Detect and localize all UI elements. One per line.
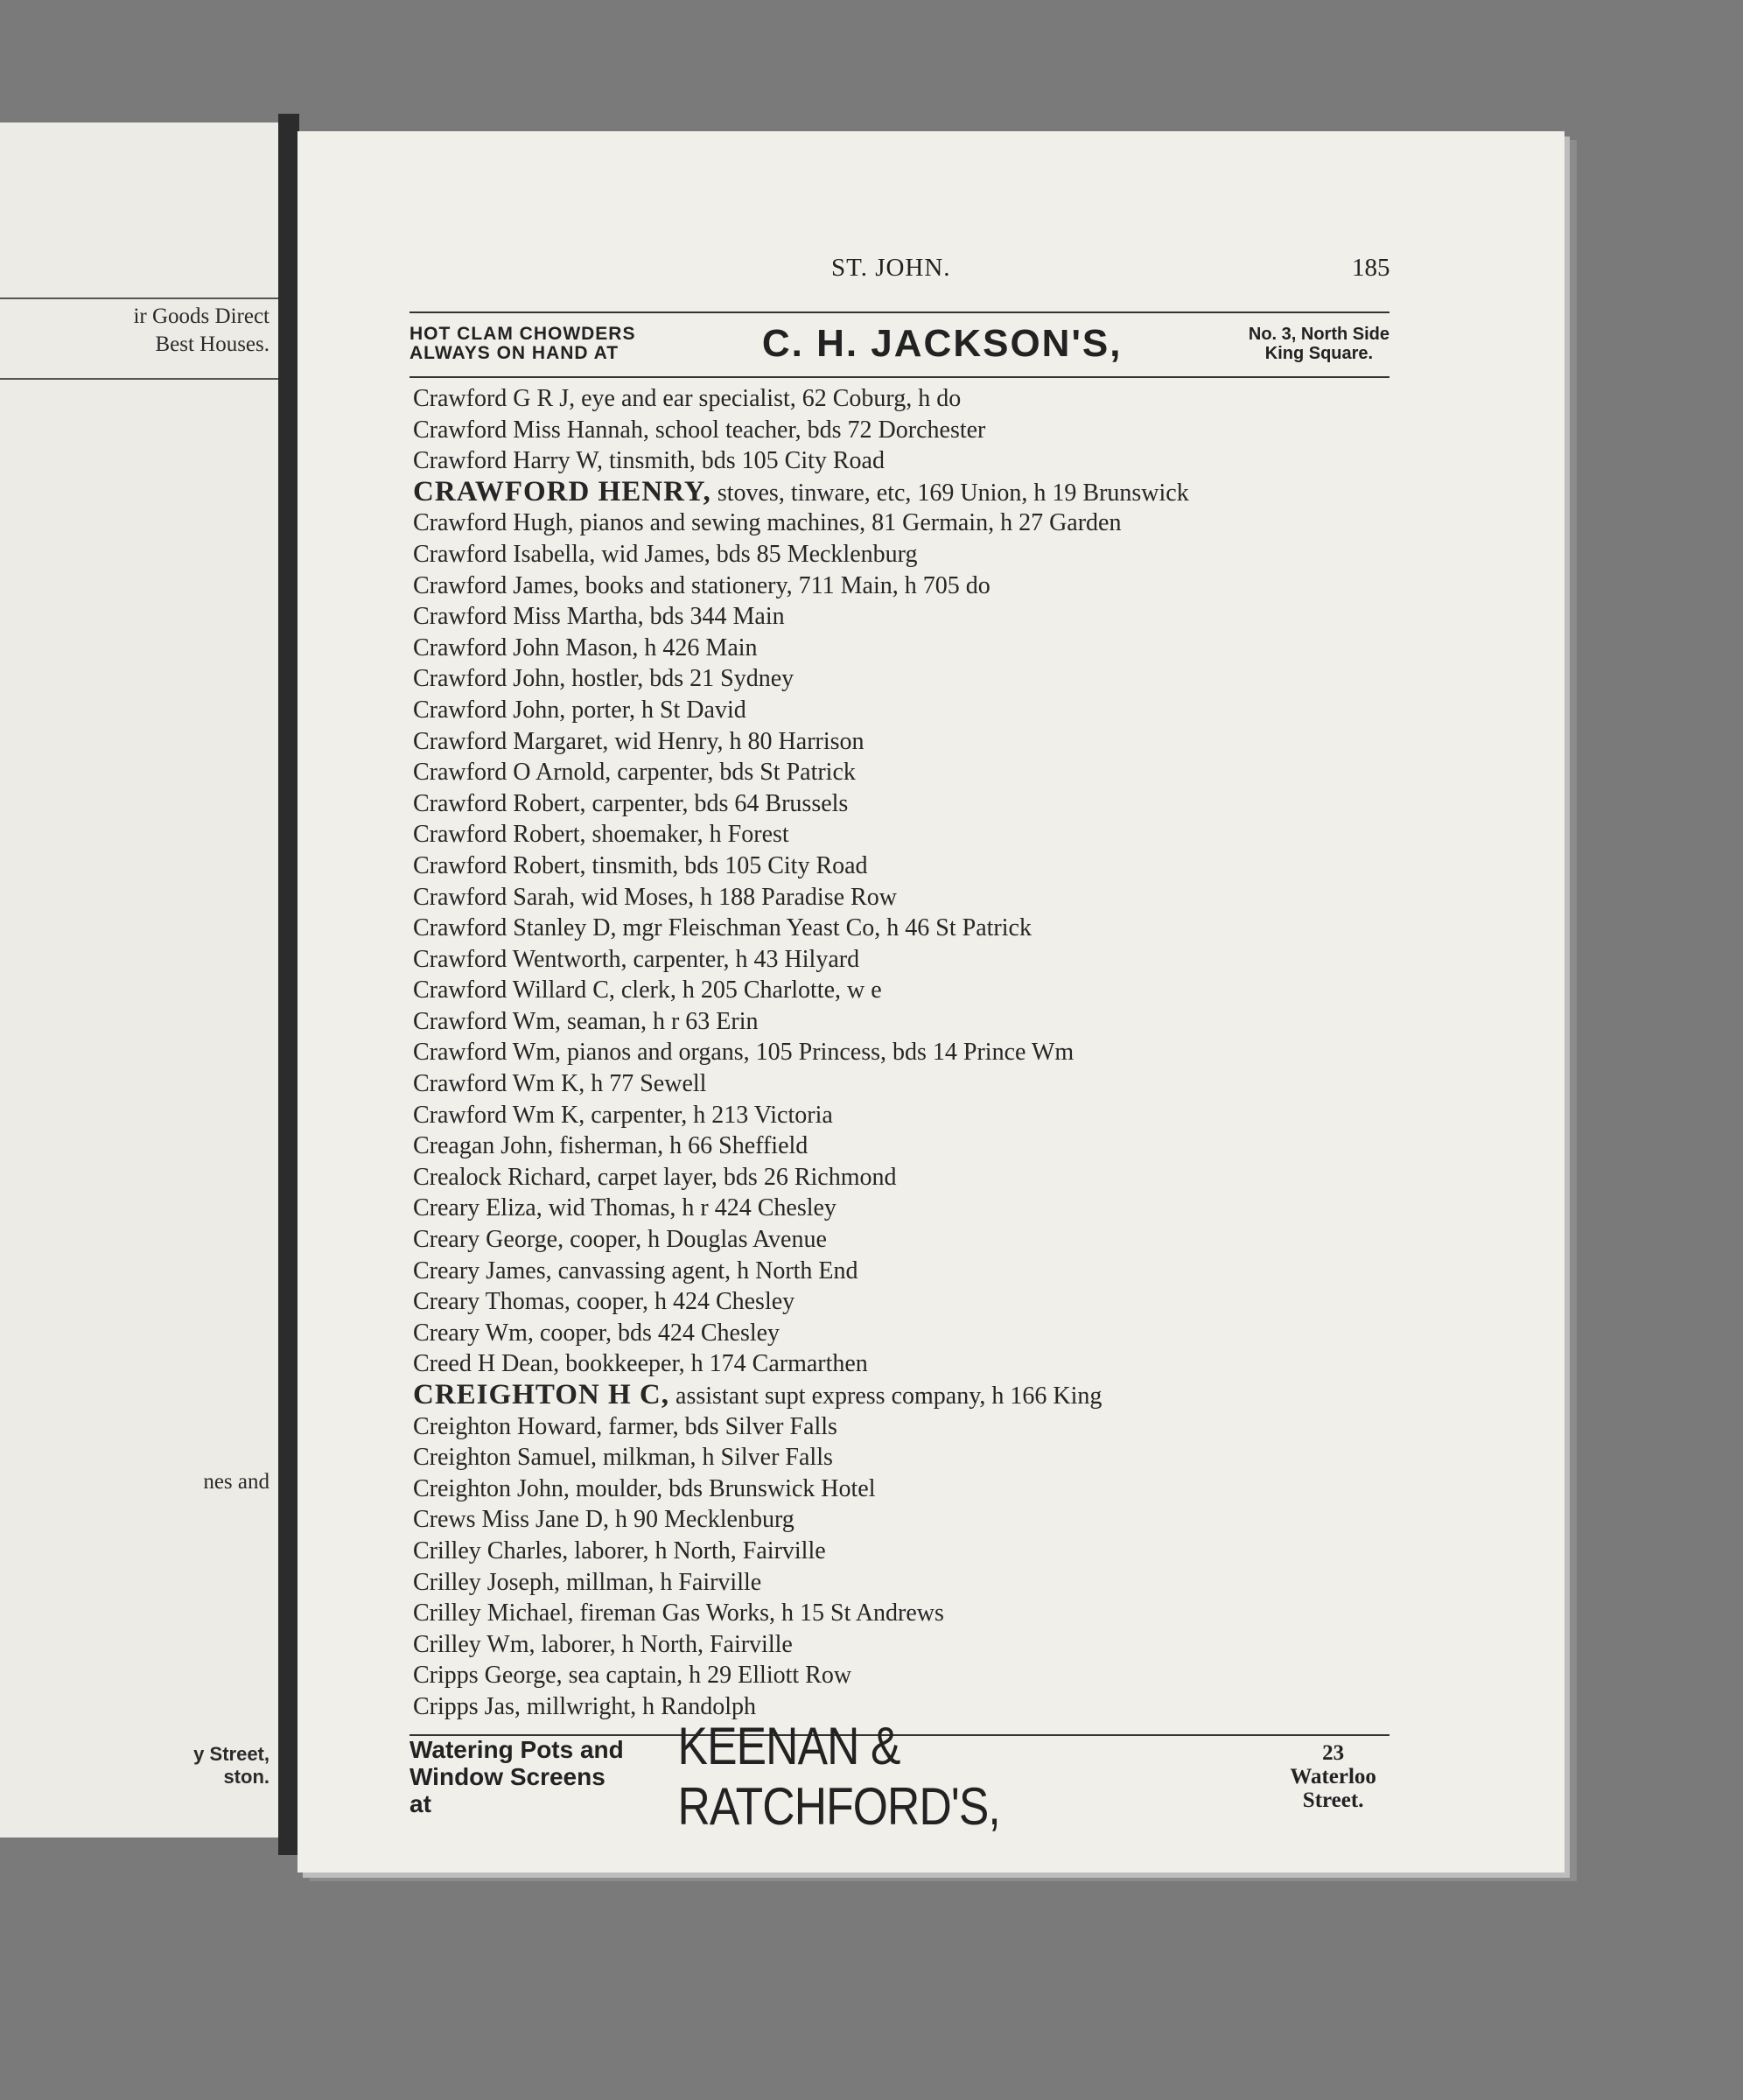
- directory-entry: [413, 819, 1393, 850]
- entry-details: , seaman, h r 63 Erin: [555, 1007, 759, 1035]
- entry-name: Cripps George: [413, 1662, 556, 1690]
- entry-name: Crawford Isabella: [413, 540, 590, 568]
- directory-entry: [413, 1380, 1393, 1411]
- ad-business-name: C. H. JACKSON'S,: [761, 322, 1123, 365]
- directory-entry: [413, 1193, 1393, 1224]
- bottom-ad-address: [1277, 1741, 1390, 1812]
- entry-name: Crawford Sarah: [413, 883, 570, 911]
- entry-name: Creary Wm: [413, 1319, 528, 1347]
- entry-name: Creighton John: [413, 1474, 564, 1502]
- bottom-advertisement: [410, 1717, 1390, 1836]
- entry-details: , carpenter, h 213 Victoria: [578, 1101, 833, 1129]
- directory-entry: [413, 1068, 1393, 1100]
- directory-entry: [413, 1256, 1393, 1287]
- directory-entry: [413, 508, 1393, 539]
- entry-details: , tinsmith, bds 105 City Road: [596, 447, 885, 475]
- directory-entry: [413, 445, 1393, 477]
- directory-entry: [413, 1130, 1393, 1162]
- entry-details: , mgr Fleischman Yeast Co, h 46 St Patrick: [610, 914, 1032, 942]
- left-fragment-5: ston.: [223, 1766, 270, 1788]
- entry-name: Crawford James: [413, 571, 573, 599]
- directory-entry: [413, 1006, 1393, 1038]
- entry-details: , wid Henry, h 80 Harrison: [602, 727, 864, 755]
- directory-entry: [413, 663, 1393, 695]
- directory-entry: [413, 726, 1393, 758]
- directory-entry: [413, 913, 1393, 944]
- entry-details: , farmer, bds Silver Falls: [596, 1412, 837, 1440]
- entry-details: , millman, h Fairville: [554, 1568, 762, 1596]
- entry-details: , carpenter, bds St Patrick: [605, 759, 856, 787]
- entry-details: , school teacher, bds 72 Dorchester: [642, 416, 986, 444]
- directory-entry: [413, 1318, 1393, 1349]
- entry-name: Crawford G R J: [413, 385, 570, 412]
- directory-entry: [413, 1598, 1393, 1629]
- left-fragment-4: y Street,: [193, 1743, 270, 1765]
- entry-name: Crilley Joseph: [413, 1568, 554, 1596]
- bottom-ad-business-name: KEENAN & RATCHFORD'S,: [677, 1717, 1001, 1836]
- entry-name: Crawford John: [413, 665, 560, 693]
- running-header: [298, 254, 1564, 298]
- directory-entry: [413, 1474, 1393, 1505]
- left-page-rule: [0, 378, 278, 380]
- entry-name: Creary Eliza: [413, 1194, 536, 1222]
- entry-name: Crews Miss Jane D: [413, 1506, 603, 1534]
- entry-details: , wid James, bds 85 Mecklenburg: [589, 540, 918, 568]
- directory-entry: [413, 1348, 1393, 1380]
- entry-name: Crawford John: [413, 696, 560, 724]
- entry-details: , canvassing agent, h North End: [545, 1256, 858, 1284]
- entry-name: Creagan John: [413, 1132, 548, 1160]
- directory-entry: [413, 601, 1393, 633]
- entry-name: Creary George: [413, 1226, 558, 1254]
- directory-entry: [413, 975, 1393, 1006]
- entry-name: Crawford Wentworth: [413, 945, 621, 973]
- directory-entry: [413, 1629, 1393, 1661]
- entry-name: Crawford Margaret: [413, 727, 603, 755]
- page-title: ST. JOHN.: [831, 254, 951, 282]
- entry-details: , porter, h St David: [559, 696, 746, 724]
- entry-name: Crawford Miss Hannah: [413, 416, 643, 444]
- directory-entry: [413, 1224, 1393, 1256]
- entry-name: Crawford Wm: [413, 1039, 555, 1067]
- directory-entry: [413, 1442, 1393, 1474]
- directory-entry: [413, 944, 1393, 976]
- entry-details: , shoemaker, h Forest: [579, 821, 789, 849]
- entry-name: Creary Thomas: [413, 1288, 564, 1316]
- directory-entry: [413, 850, 1393, 882]
- entry-details: , h 77 Sewell: [578, 1070, 707, 1098]
- bottom-ad-address-line1: 23 Waterloo: [1290, 1740, 1376, 1788]
- entry-name: Crawford Wm K: [413, 1101, 579, 1129]
- directory-entry: [413, 539, 1393, 570]
- entry-details: , cooper, bds 424 Chesley: [527, 1319, 780, 1347]
- entry-name: Crawford Miss Martha: [413, 603, 638, 631]
- entry-name: Crawford Robert: [413, 851, 580, 879]
- entry-name: CREIGHTON H C,: [413, 1379, 670, 1410]
- directory-entry: [413, 757, 1393, 788]
- ad-tagline: [410, 325, 635, 363]
- entry-details: , bds 344 Main: [637, 603, 785, 631]
- directory-entry: [413, 1286, 1393, 1318]
- book-gutter: [278, 114, 299, 1855]
- entry-details: , eye and ear specialist, 62 Coburg, h do: [569, 385, 962, 412]
- left-fragment-1: ir Goods Direct: [133, 304, 270, 328]
- left-fragment-3: nes and: [203, 1470, 270, 1494]
- entry-name: Crilley Michael: [413, 1600, 568, 1628]
- entry-details: , cooper, h Douglas Avenue: [557, 1226, 827, 1254]
- entry-name: Cripps Jas: [413, 1692, 514, 1720]
- entry-name: Creighton Samuel: [413, 1444, 591, 1472]
- directory-entry: [413, 1037, 1393, 1068]
- entry-name: Crawford Wm K: [413, 1070, 579, 1098]
- directory-entry: [413, 633, 1393, 664]
- directory-entry: [413, 477, 1393, 508]
- entry-details: , bookkeeper, h 174 Carmarthen: [553, 1350, 868, 1378]
- entry-details: , sea captain, h 29 Elliott Row: [556, 1662, 852, 1690]
- entry-name: CRAWFORD HENRY,: [413, 475, 711, 508]
- ad-rule: [410, 376, 1390, 378]
- directory-entry: [413, 570, 1393, 602]
- entry-name: Crilley Wm: [413, 1630, 529, 1658]
- entry-name: Crawford Stanley D: [413, 914, 611, 942]
- ad-address: [1249, 325, 1390, 363]
- entry-details: , books and stationery, 711 Main, h 705 do: [572, 571, 990, 599]
- entry-details: , pianos and organs, 105 Princess, bds 14 Prince Wm: [555, 1039, 1074, 1067]
- entry-details: , carpenter, h 43 Hilyard: [620, 945, 860, 973]
- top-advertisement: [410, 317, 1390, 371]
- bottom-ad-line1: Watering Pots and: [410, 1735, 624, 1763]
- entry-details: , wid Thomas, h r 424 Chesley: [536, 1194, 836, 1222]
- entry-details: , carpet layer, bds 26 Richmond: [584, 1163, 897, 1191]
- page-number: 185: [1352, 254, 1390, 282]
- entry-details: , carpenter, bds 64 Brussels: [579, 789, 849, 817]
- ad-address-line2: King Square.: [1264, 344, 1374, 363]
- entry-details: , h 90 Mecklenburg: [603, 1506, 794, 1534]
- left-page-top-rule: [0, 298, 278, 299]
- entry-name: Crawford Willard C: [413, 976, 609, 1004]
- directory-entry: [413, 1504, 1393, 1536]
- directory-entry: [413, 1100, 1393, 1131]
- entry-details: , wid Moses, h 188 Paradise Row: [569, 883, 897, 911]
- left-page-fragment: [0, 122, 284, 1838]
- entry-details: , fireman Gas Works, h 15 St Andrews: [567, 1600, 944, 1628]
- left-fragment-2: Best Houses.: [155, 332, 270, 356]
- directory-entry: [413, 1411, 1393, 1443]
- entry-details: , hostler, bds 21 Sydney: [559, 665, 794, 693]
- directory-entry: [413, 882, 1393, 914]
- entry-details: , fisherman, h 66 Sheffield: [547, 1132, 808, 1160]
- directory-entry: [413, 1536, 1393, 1567]
- entry-details: , clerk, h 205 Charlotte, w e: [608, 976, 882, 1004]
- bottom-ad-tagline: [410, 1736, 633, 1817]
- bottom-ad-address-line2: Street.: [1302, 1788, 1364, 1812]
- directory-entry: [413, 788, 1393, 820]
- directory-entry: [413, 1567, 1393, 1599]
- entry-name: Crawford Robert: [413, 789, 580, 817]
- entry-name: Creighton Howard: [413, 1412, 597, 1440]
- entry-details: , laborer, h North, Fairville: [562, 1536, 826, 1564]
- entry-details: , h 426 Main: [632, 634, 758, 662]
- entry-details: assistant supt express company, h 166 King: [669, 1382, 1102, 1410]
- entry-name: Crawford John Mason: [413, 634, 633, 662]
- entry-details: , cooper, h 424 Chesley: [564, 1288, 795, 1316]
- entry-details: stoves, tinware, etc, 169 Union, h 19 Brunswick: [710, 479, 1189, 507]
- entry-details: , milkman, h Silver Falls: [590, 1444, 833, 1472]
- entry-name: Crawford Harry W: [413, 447, 597, 475]
- ad-tagline-line2: ALWAYS ON HAND AT: [410, 343, 620, 363]
- entry-details: , millwright, h Randolph: [514, 1692, 757, 1720]
- entry-name: Creed H Dean: [413, 1350, 554, 1378]
- entry-name: Crawford Robert: [413, 821, 580, 849]
- entry-name: Crawford Wm: [413, 1007, 555, 1035]
- entry-name: Crealock Richard: [413, 1163, 585, 1191]
- header-rule: [410, 312, 1390, 313]
- entry-name: Crilley Charles: [413, 1536, 563, 1564]
- directory-entries: [413, 383, 1393, 1723]
- entry-name: Creary James: [413, 1256, 546, 1284]
- ad-tagline-line1: HOT CLAM CHOWDERS: [410, 324, 636, 344]
- directory-entry: [413, 1162, 1393, 1194]
- entry-name: Crawford Hugh: [413, 509, 568, 537]
- entry-details: , laborer, h North, Fairville: [528, 1630, 793, 1658]
- entry-details: , moulder, bds Brunswick Hotel: [563, 1474, 876, 1502]
- ad-address-line1: No. 3, North Side: [1248, 325, 1390, 344]
- directory-entry: [413, 415, 1393, 446]
- directory-entry: [413, 1660, 1393, 1691]
- entry-name: Crawford O Arnold: [413, 759, 606, 787]
- entry-details: , pianos and sewing machines, 81 Germain, h 27 Garden: [567, 509, 1122, 537]
- directory-entry: [413, 695, 1393, 726]
- directory-entry: [413, 383, 1393, 415]
- entry-details: , tinsmith, bds 105 City Road: [579, 851, 868, 879]
- directory-page: [298, 131, 1564, 1872]
- bottom-ad-line2: Window Screens at: [410, 1762, 606, 1817]
